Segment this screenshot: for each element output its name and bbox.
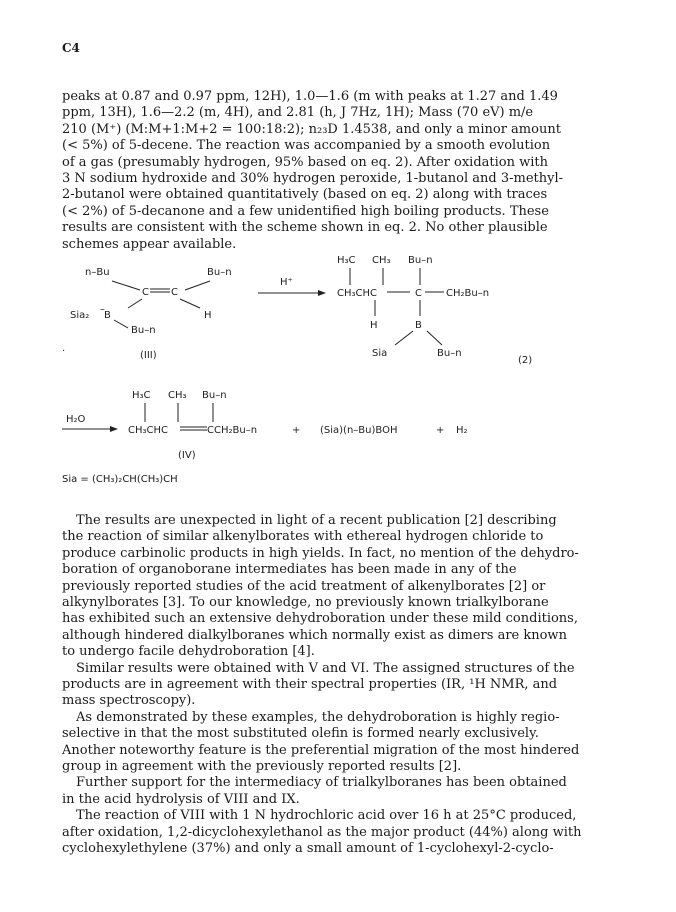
h3c-label: H₃C [337, 255, 356, 266]
text-line: selective in that the most substituted olefin is formed nearly exclusively. [62, 726, 539, 742]
boron-byproduct: (Sia)(n–Bu)BOH [320, 425, 398, 436]
paragraph-3 [62, 661, 622, 710]
plus-sign: + [436, 425, 445, 436]
equation-number: (2) [518, 355, 533, 366]
carbon-right: C [171, 287, 178, 298]
text-line: Another noteworthy feature is the preferential migration of the most hindered [62, 742, 580, 758]
boron-label: B [415, 320, 422, 331]
text-line: Similar results were obtained with V and VI. The assigned structures of the [76, 660, 575, 676]
text-line: cyclohexylethylene (37%) and only a small amount of 1-cyclohexyl-2-cyclo- [62, 841, 554, 856]
text-line: results are consistent with the scheme shown in eq. 2. No other plausible [62, 220, 548, 236]
plus-sign: + [292, 425, 301, 436]
hydrogen-gas: H₂ [456, 425, 468, 436]
h3c-label: H₃C [132, 390, 151, 401]
text-line: previously reported studies of the acid treatment of alkenylborates [2] or [62, 578, 546, 594]
hydrogen-label: H [370, 320, 378, 331]
compound-label-iv: (IV) [178, 450, 196, 461]
text-line: after oxidation, 1,2-dicyclohexylethanol as the major product (44%) along with [62, 824, 582, 840]
sia-label: Sia [372, 348, 388, 359]
right-chain: CH₂Bu–n [446, 288, 490, 299]
text-line: boration of organoborane intermediates has been made in any of the [62, 562, 517, 578]
text-line: ppm, 13H), 1.6—2.2 (m, 4H), and 2.81 (h, J 7Hz, 1H); Mass (70 eV) m/e [62, 105, 534, 121]
bun-bottom-label: Bu–n [437, 348, 462, 359]
text-line: has exhibited such an extensive dehydroboration under these mild conditions, [62, 611, 578, 627]
boron-label: B [104, 310, 111, 321]
bun-top-label: Bu–n [408, 255, 433, 266]
acid-reagent: H⁺ [280, 277, 293, 288]
ch3-label: CH₃ [168, 390, 187, 401]
text-line: although hindered dialkylboranes which normally exist as dimers are known [62, 627, 567, 643]
carbon-left: C [142, 287, 149, 298]
bu-right-label: Bu–n [207, 267, 232, 278]
water-reagent: H₂O [66, 414, 86, 425]
paragraph-4 [62, 710, 622, 776]
text-line: peaks at 0.87 and 0.97 ppm, 12H), 1.0—1.6 (m with peaks at 1.27 and 1.49 [62, 89, 558, 104]
right-chain: CCH₂Bu–n [207, 425, 258, 436]
hydrogen-label: H [204, 310, 212, 321]
sia-definition: Sia = (CH₃)₂CH(CH₃)CH [62, 474, 178, 485]
text-line: (< 2%) of 5-decanone and a few unidentified high boiling products. These [62, 203, 549, 219]
ch3-label: CH₃ [372, 255, 391, 266]
text-line: in the acid hydrolysis of VIII and IX. [62, 791, 300, 807]
text-line: produce carbinolic products in high yields. In fact, no mention of the dehydro- [62, 545, 579, 561]
text-line: The reaction of VIII with 1 N hydrochloric acid over 16 h at 25°C produced, [76, 808, 577, 824]
minus-charge: – [100, 304, 105, 315]
text-line: The results are unexpected in light of a recent publication [2] describing [76, 513, 557, 528]
left-chain: CH₃CHC [337, 288, 377, 299]
text-line: to undergo facile dehydroboration [4]. [62, 644, 315, 660]
page-label: C4 [62, 41, 80, 55]
compound-label-iii: (III) [140, 350, 157, 361]
paragraph-2 [62, 513, 622, 661]
arrow-head [318, 290, 326, 296]
text-line: As demonstrated by these examples, the dehydroboration is highly regio- [76, 709, 560, 725]
text-line: 2-butanol were obtained quantitatively (based on eq. 2) along with traces [62, 187, 548, 203]
text-line: Further support for the intermediacy of trialkylboranes has been obtained [76, 775, 567, 791]
bu-bottom-label: Bu–n [131, 325, 156, 336]
text-line: group in agreement with the previously reported results [2]. [62, 759, 462, 775]
text-line: mass spectroscopy). [62, 693, 196, 709]
text-line: products are in agreement with their spectral properties (IR, ¹H NMR, and [62, 677, 558, 692]
text-line: the reaction of similar alkenylborates with ethereal hydrogen chloride to [62, 529, 544, 545]
text-line: schemes appear available. [62, 236, 237, 252]
arrow-head [110, 426, 118, 432]
left-chain: CH₃CHC [128, 425, 168, 436]
bun-top-label: Bu–n [202, 390, 227, 401]
text-line: (< 5%) of 5-decene. The reaction was accompanied by a smooth evolution [62, 138, 551, 154]
central-carbon: C [415, 288, 422, 299]
text-line: 3 N sodium hydroxide and 30% hydrogen peroxide, 1-butanol and 3-methyl- [62, 171, 564, 187]
paragraph-5 [62, 775, 622, 808]
paragraph-6 [62, 808, 622, 857]
text-line: of a gas (presumably hydrogen, 95% based on eq. 2). After oxidation with [62, 154, 548, 170]
text-line: alkynylborates [3]. To our knowledge, no previously known trialkylborane [62, 595, 549, 611]
nbu-left-label: n–Bu [85, 267, 110, 278]
sia2-label: Sia₂ [70, 310, 90, 321]
text-line: 210 (M⁺) (M:M+1:M+2 = 100:18:2); n₂₃D 1.4538, and only a minor amount [62, 121, 561, 137]
bullet-mark: · [62, 346, 66, 357]
